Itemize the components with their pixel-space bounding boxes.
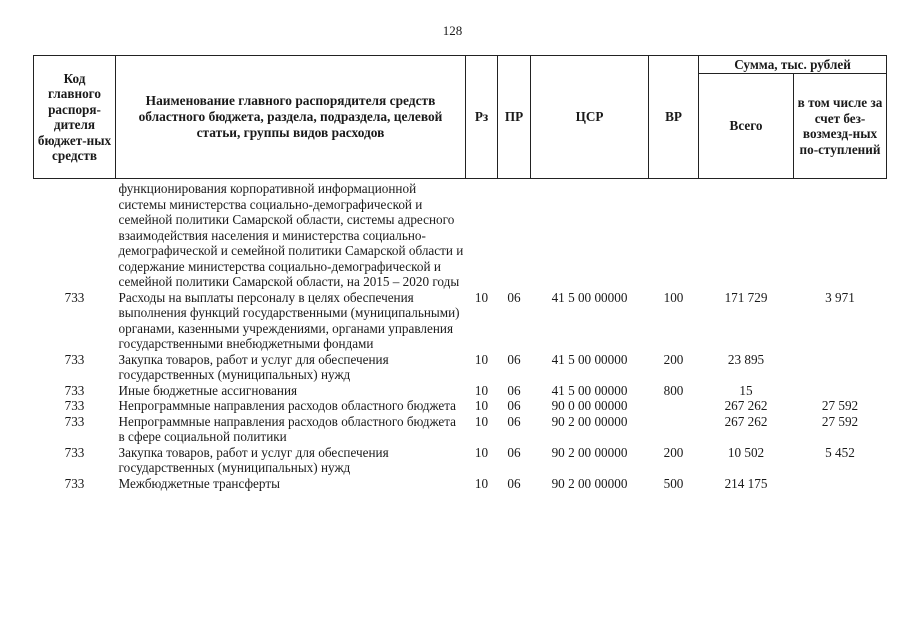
header-pr: ПР (498, 56, 531, 179)
cell-code: 733 (64, 475, 85, 491)
header-name: Наименование главного распорядителя средств областного бюджета, раздела, подраздела, целевой статьи, группы видов расходов (116, 56, 466, 179)
cell-vr: 200 (663, 351, 684, 367)
header-csr: ЦСР (531, 56, 649, 179)
table-row (34, 476, 887, 492)
cell-name: Иные бюджетные ассигнования (118, 382, 298, 398)
header-vr: ВР (649, 56, 699, 179)
cell-csr: 90 2 00 00000 (551, 475, 628, 491)
cell-name: Непрограммные направления расходов областного бюджета в сфере социальной политики (118, 413, 457, 444)
cell-vr (649, 414, 699, 445)
cell-name: Межбюджетные трансферты (118, 475, 280, 491)
cell-name: Непрограммные направления расходов областного бюджета (118, 398, 457, 413)
cell-total: 267 262 (724, 413, 768, 429)
cell-csr: 41 5 00 00000 (551, 351, 628, 367)
cell-vr (649, 398, 699, 414)
cell-total: 267 262 (724, 398, 768, 413)
cell-pr: 06 (507, 382, 521, 398)
table-row (34, 290, 887, 352)
cell-free: 27 592 (821, 398, 859, 413)
cell-vr: 100 (663, 289, 684, 305)
cell-rz: 10 (474, 444, 489, 460)
cell-total: 171 729 (724, 289, 768, 305)
cell-rz: 10 (474, 398, 489, 413)
cell-rz: 10 (474, 475, 489, 491)
header-rz: Рз (466, 56, 498, 179)
cell-vr: 800 (663, 382, 684, 398)
header-code: Код главного распоря-дителя бюджет-ных средств (34, 56, 116, 179)
cell-csr: 90 2 00 00000 (551, 444, 628, 460)
cell-total: 23 895 (727, 351, 765, 367)
cell-code: 733 (64, 382, 85, 398)
cell-free (794, 352, 887, 383)
cell-pr: 06 (507, 475, 521, 491)
cell-pr: 06 (507, 398, 521, 413)
header-total: Всего (699, 74, 794, 179)
cell-pr: 06 (507, 444, 521, 460)
cell-free: 5 452 (825, 444, 855, 460)
table-row (34, 414, 887, 445)
continuation-text: функционирования корпоративной информационной системы министерства социально-демографической и семейной политики Самарской области, системы адресного взаимодействия населения и министерства социально-демографической и семейной политики Самарской области и содержание министерства социально-демографической и семейной политики Самарской области, на 2015 – 2020 годы (118, 181, 464, 289)
cell-code: 733 (64, 351, 85, 367)
cell-pr: 06 (507, 289, 521, 305)
cell-total: 214 175 (724, 475, 768, 491)
cell-free (794, 476, 887, 492)
cell-name: Закупка товаров, работ и услуг для обеспечения государственных (муниципальных) нужд (118, 444, 389, 475)
table-row-continuation (34, 179, 887, 290)
cell-code: 733 (64, 413, 85, 429)
cell-total: 10 502 (727, 444, 765, 460)
cell-free: 27 592 (821, 413, 859, 429)
table-body (34, 179, 887, 492)
cell-code: 733 (64, 398, 85, 413)
cell-pr: 06 (507, 413, 521, 429)
cell-vr: 200 (663, 444, 684, 460)
header-sum: Сумма, тыс. рублей (699, 56, 887, 74)
cell-pr: 06 (507, 351, 521, 367)
cell-rz: 10 (474, 351, 489, 367)
cell-csr: 41 5 00 00000 (551, 382, 628, 398)
cell-csr: 90 0 00 00000 (551, 398, 628, 413)
cell-vr: 500 (663, 475, 684, 491)
page-number: 128 (442, 23, 463, 38)
cell-total: 15 (739, 382, 753, 398)
cell-code: 733 (64, 289, 85, 305)
cell-csr: 90 2 00 00000 (551, 413, 628, 429)
cell-rz: 10 (474, 382, 489, 398)
cell-rz: 10 (474, 413, 489, 429)
cell-free: 3 971 (825, 289, 855, 305)
table-row (34, 445, 887, 476)
table-header (34, 56, 887, 179)
table-row (34, 398, 887, 414)
table-row (34, 352, 887, 383)
cell-free (794, 383, 887, 399)
cell-csr: 41 5 00 00000 (551, 289, 628, 305)
budget-table (33, 55, 887, 491)
header-free: в том числе за счет без-возмезд-ных по-ступлений (794, 74, 887, 179)
table-row (34, 383, 887, 399)
cell-name: Закупка товаров, работ и услуг для обеспечения государственных (муниципальных) нужд (118, 351, 389, 382)
cell-rz: 10 (474, 289, 489, 305)
cell-code: 733 (64, 444, 85, 460)
cell-name: Расходы на выплаты персоналу в целях обеспечения выполнения функций государственными (муниципальными) органами, казенными учреждениями, органами управления государственными внебюджетными фондами (118, 289, 460, 351)
